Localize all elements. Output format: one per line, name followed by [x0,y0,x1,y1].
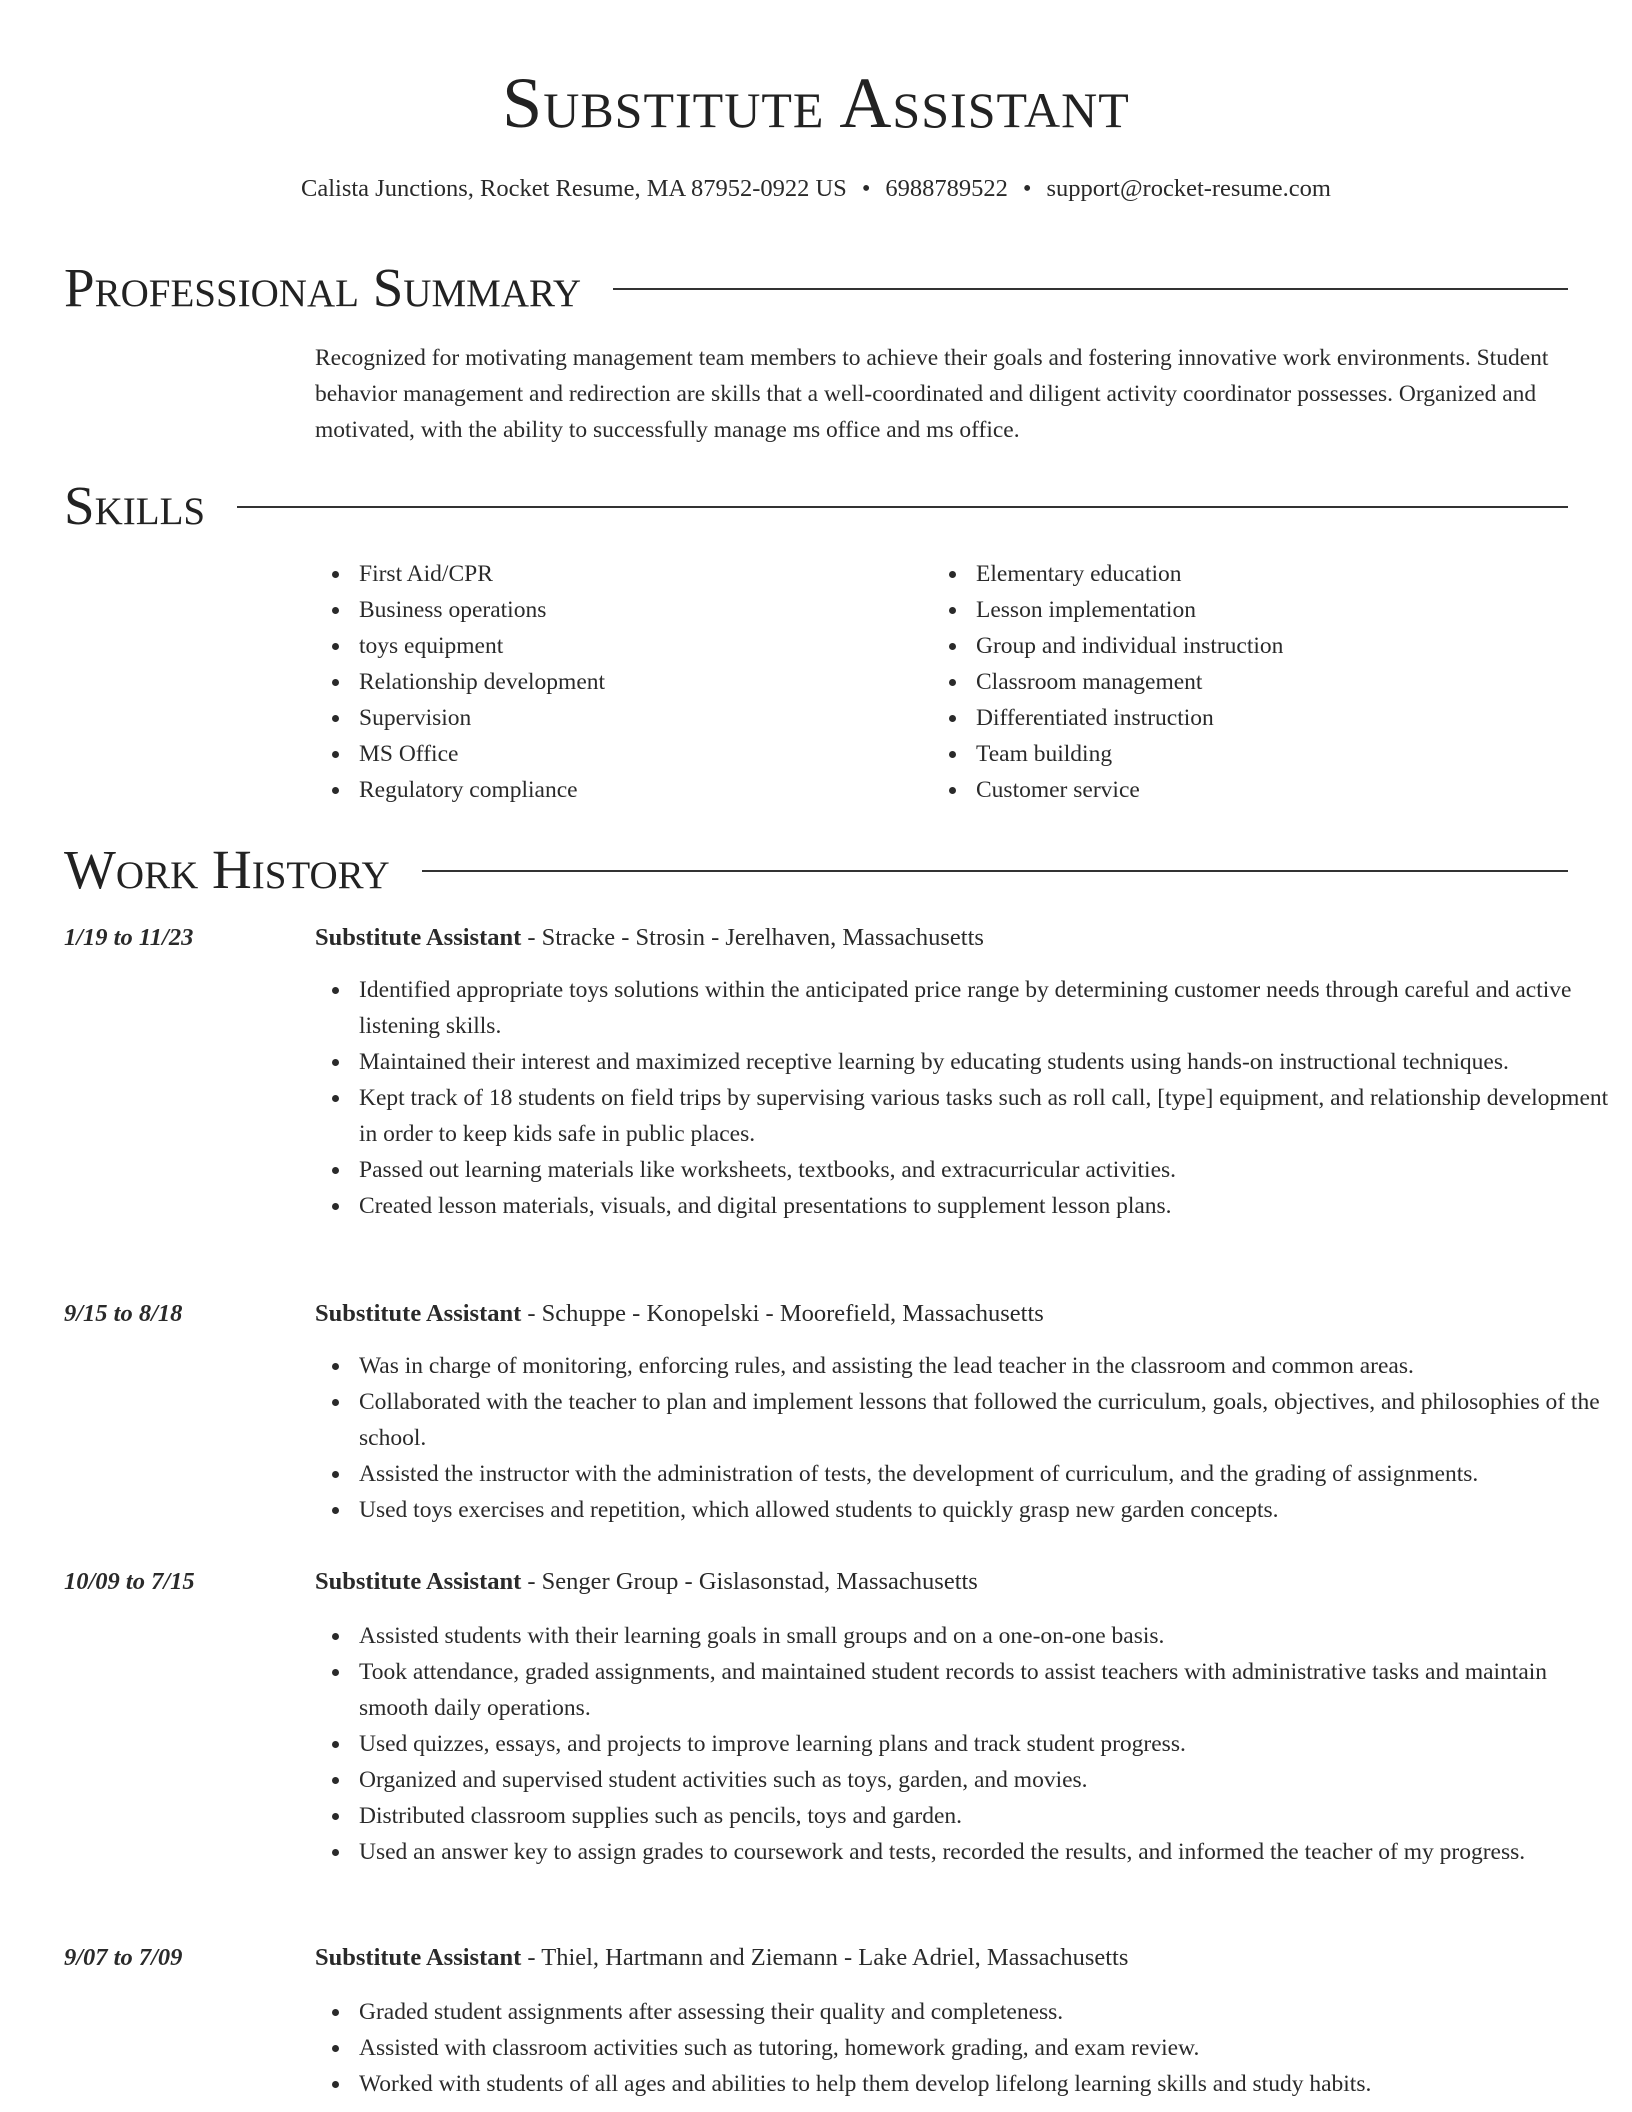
job-bullet: Took attendance, graded assignments, and maintained student records to assist teachers with administrative tasks and maintain smooth daily operations. [359,1654,1619,1726]
skills-section-header [64,476,1568,536]
resume-name: Substitute Assistant [502,63,1130,143]
contact-line [0,172,1632,206]
job-employer: - Schuppe - Konopelski - Moorefield, Massachusetts [521,1300,1044,1327]
skill-item: Supervision [359,700,605,736]
job-bullet: Organized and supervised student activities such as toys, garden, and movies. [359,1762,1619,1798]
section-title: Skills [64,475,206,536]
job-bullet: Kept track of 18 students on field trips by supervising various tasks such as roll call, [type] equipment, and relationship development in order to keep kids safe in public places. [359,1080,1619,1152]
job-dates: 1/19 to 11/23 [64,924,194,951]
job-bullets [315,972,1619,1224]
section-divider [422,870,1568,872]
job-dates: 10/09 to 7/15 [64,1568,195,1595]
job-title: Substitute Assistant [315,1568,522,1595]
job-bullet: Collaborated with the teacher to plan and implement lessons that followed the curriculum, goals, objectives, and philosophies of the school. [359,1384,1619,1456]
skills-column-right [932,556,1283,808]
skill-item: MS Office [359,736,605,772]
job-employer: - Stracke - Strosin - Jerelhaven, Massachusetts [521,924,984,951]
separator: • [861,175,871,202]
job-dates: 9/07 to 7/09 [64,1944,183,1971]
skill-item: Team building [976,736,1283,772]
job-bullet: Passed out learning materials like worksheets, textbooks, and extracurricular activities. [359,1152,1619,1188]
job-bullet: Maintained their interest and maximized receptive learning by educating students using hands-on instructional techniques. [359,1044,1619,1080]
job-bullet: Used an answer key to assign grades to coursework and tests, recorded the results, and informed the teacher of my progress. [359,1834,1619,1870]
skill-item: Group and individual instruction [976,628,1283,664]
skill-item: Customer service [976,772,1283,808]
skill-item: Regulatory compliance [359,772,605,808]
skill-item: First Aid/CPR [359,556,605,592]
skill-item: toys equipment [359,628,605,664]
address: Calista Junctions, Rocket Resume, MA 87952-0922 US [301,175,847,202]
job-bullet: Created lesson materials, visuals, and digital presentations to supplement lesson plans. [359,1188,1619,1224]
email: support@rocket-resume.com [1046,175,1331,202]
job-bullet: Assisted students with their learning goals in small groups and on a one-on-one basis. [359,1618,1619,1654]
section-divider [613,288,1568,290]
skill-item: Classroom management [976,664,1283,700]
job-bullets [315,1994,1619,2102]
job-bullet: Assisted the instructor with the administration of tests, the development of curriculum, and the grading of assignments. [359,1456,1619,1492]
skill-item: Business operations [359,592,605,628]
skill-item: Differentiated instruction [976,700,1283,736]
job-employer: - Senger Group - Gislasonstad, Massachusetts [521,1568,978,1595]
section-title: Professional Summary [64,257,582,318]
skill-item: Lesson implementation [976,592,1283,628]
job-title: Substitute Assistant [315,1300,522,1327]
job-bullet: Assisted with classroom activities such as tutoring, homework grading, and exam review. [359,2030,1619,2066]
job-employer: - Thiel, Hartmann and Ziemann - Lake Adriel, Massachusetts [521,1944,1129,1971]
phone: 6988789522 [885,175,1008,202]
job-bullets [315,1348,1619,1528]
job-title-line [315,1940,1128,1976]
job-bullet: Identified appropriate toys solutions within the anticipated price range by determining customer needs through careful and active listening skills. [359,972,1619,1044]
job-title: Substitute Assistant [315,924,522,951]
job-bullet: Worked with students of all ages and abilities to help them develop lifelong learning skills and study habits. [359,2066,1619,2102]
job-bullets [315,1618,1619,1870]
job-dates: 9/15 to 8/18 [64,1300,183,1327]
summary-text: Recognized for motivating management team members to achieve their goals and fostering innovative work environments. Student behavior management and redirection are skills that a well-coordinated and diligent activity coordinator possesses. Organized and motivated, with the ability to successfully manage ms office and ms office. [315,345,1549,443]
job-title-line [315,1296,1044,1332]
skill-item: Relationship development [359,664,605,700]
job-bullet: Graded student assignments after assessing their quality and completeness. [359,1994,1619,2030]
job-title: Substitute Assistant [315,1944,522,1971]
job-bullet: Used toys exercises and repetition, which allowed students to quickly grasp new garden concepts. [359,1492,1619,1528]
summary-section-header [64,258,1568,318]
skills-column-left [315,556,605,808]
section-divider [237,506,1568,508]
section-title: Work History [64,839,390,900]
job-bullet: Distributed classroom supplies such as pencils, toys and garden. [359,1798,1619,1834]
job-title-line [315,1564,978,1600]
skill-item: Elementary education [976,556,1283,592]
job-bullet: Used quizzes, essays, and projects to improve learning plans and track student progress. [359,1726,1619,1762]
separator: • [1022,175,1032,202]
job-bullet: Was in charge of monitoring, enforcing rules, and assisting the lead teacher in the classroom and common areas. [359,1348,1619,1384]
work-section-header [64,840,1568,900]
job-title-line [315,920,984,956]
